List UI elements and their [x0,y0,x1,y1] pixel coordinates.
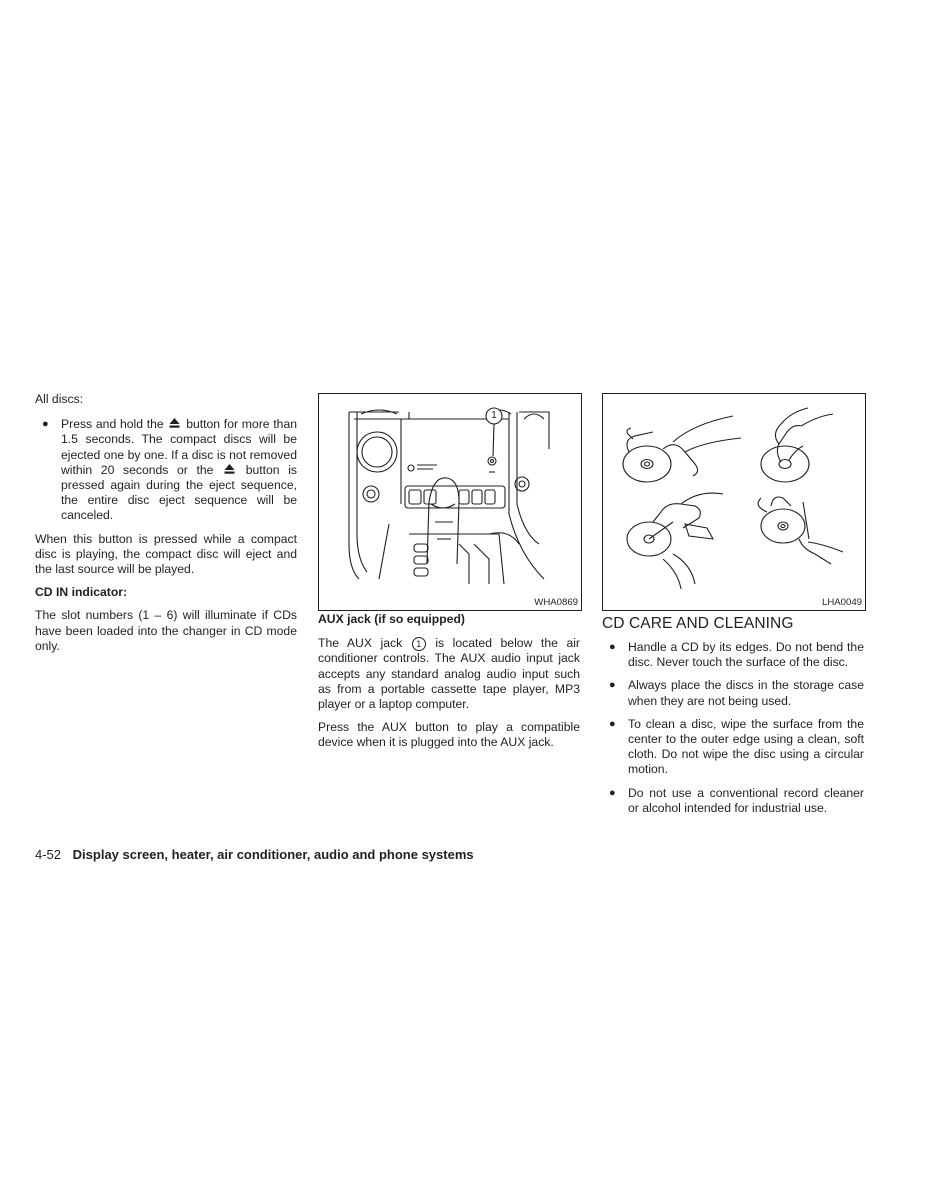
aux-text-part1: The AUX jack [318,636,403,651]
figure-code: LHA0049 [821,597,862,608]
cd-care-figure [602,393,866,611]
page-number: 4-52 [35,847,62,862]
cd-care-bullet [602,786,864,816]
bullet-text: Do not use a conventional record cleaner or alcohol intended for industrial use. [628,785,864,815]
section-title: Display screen, heater, air conditioner, audio and phone systems [72,847,474,862]
bullet-dot: ● [609,786,616,799]
figure-callout-1: 1 [491,410,497,421]
bullet-dot: ● [609,717,616,730]
cd-in-heading: CD IN indicator: [35,585,128,600]
console-illustration [319,394,581,610]
cd-care-bullet [602,678,864,708]
cd-care-bullet [602,717,864,778]
all-discs-label: All discs: [35,392,84,406]
eject-bullet [35,417,297,523]
cd-care-bullet [602,640,864,670]
bullet-text-part3: button is pressed again during the eject sequence, the entire disc eject sequence will be canceled. [61,462,298,523]
aux-jack-figure [318,393,582,611]
left-column [35,392,297,654]
cd-care-heading: CD CARE AND CLEANING [602,615,794,632]
cd-in-paragraph: The slot numbers (1 – 6) will illuminate if CDs have been loaded into the changer in CD mode only. [35,608,297,653]
eject-icon [169,417,180,429]
eject-paragraph: When this button is pressed while a compact disc is playing, the compact disc will eject and the last source will be played. [35,531,297,577]
bullet-text: Always place the discs in the storage case when they are not being used. [628,678,864,708]
aux-jack-heading: AUX jack (if so equipped) [318,612,465,626]
bullet-text: Handle a CD by its edges. Do not bend the disc. Never touch the surface of the disc. [628,640,864,670]
aux-button-paragraph: Press the AUX button to play a compatible device when it is plugged into the AUX jack. [318,720,580,750]
bullet-text-part1: Press and hold the [61,417,164,432]
eject-icon [224,463,235,475]
right-column [602,640,864,816]
bullet-text: To clean a disc, wipe the surface from the center to the outer edge using a clean, soft cloth. Do not wipe the disc using a circular motion. [628,716,864,777]
bullet-dot: ● [42,418,49,431]
aux-jack-paragraph [318,636,580,712]
middle-column [318,612,580,751]
cd-handling-illustration [603,394,865,610]
bullet-dot: ● [609,641,616,653]
bullet-text-part2: button for more than 1.5 seconds. The compact discs will be ejected one by one. If a disc is not removed within 20 seconds or the [61,417,297,477]
page-footer [35,847,474,863]
callout-1-icon: 1 [412,637,426,651]
figure-code: WHA0869 [534,597,578,608]
aux-text-part2: is located below the air conditioner controls. The AUX audio input jack accepts any standard analog audio input such as from a portable cassette tape player, MP3 player or a laptop computer. [318,636,580,712]
bullet-dot: ● [609,679,616,692]
